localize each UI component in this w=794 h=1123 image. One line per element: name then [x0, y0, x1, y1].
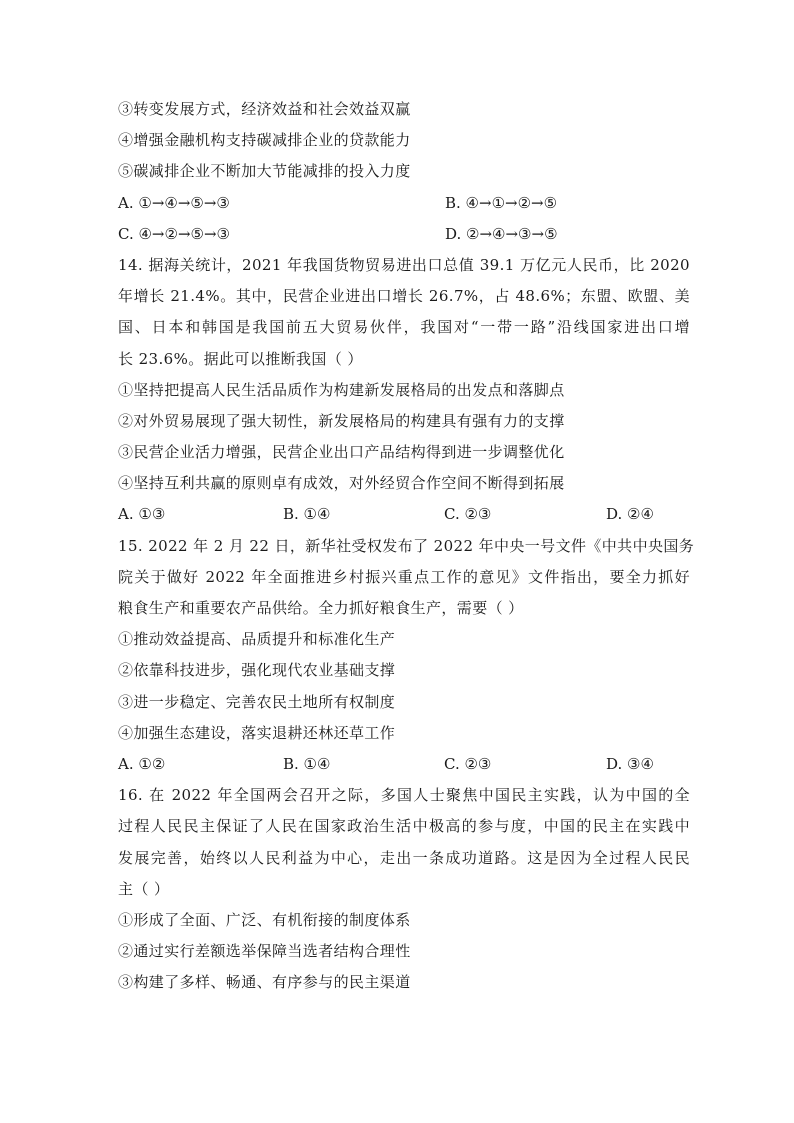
q13-option-b: B. ④→①→②→⑤: [445, 193, 558, 212]
q15-option-c: C. ②③: [444, 754, 492, 773]
q15-stem-line: 15. 2022 年 2 月 22 日，新华社受权发布了 2022 年中央一号文件《中共中央国务: [118, 536, 695, 555]
question-14: [118, 250, 690, 531]
q13-item-3: ③转变发展方式，经济效益和社会效益双赢: [118, 100, 411, 118]
q15-option-a: A. ①②: [118, 754, 166, 773]
q15-item-2: ②依靠科技进步，强化现代农业基础支撑: [118, 661, 396, 680]
exam-page: [118, 94, 695, 998]
q14-stem-line: 国、日本和韩国是我国前五大贸易伙伴，我国对“一带一路”沿线国家进出口增: [118, 318, 690, 337]
q14-stem-line: 长 23.6%。据此可以推断我国（ ）: [118, 349, 363, 368]
question-16: [118, 780, 690, 998]
q13-item-5: ⑤碳减排企业不断加大节能减排的投入力度: [118, 162, 411, 181]
q16-item-2: ②通过实行差额选举保障当选者结构合理性: [118, 942, 411, 961]
q14-option-d: D. ②④: [606, 505, 654, 524]
q14-item-1: ①坚持把提高人民生活品质作为构建新发展格局的出发点和落脚点: [118, 380, 565, 399]
q15-item-3: ③进一步稳定、完善农民土地所有权制度: [118, 692, 396, 711]
question-13: [118, 94, 690, 250]
q15-item-1: ①推动效益提高、品质提升和标准化生产: [118, 630, 396, 649]
q15-options: [118, 749, 690, 780]
q16-stem-line: 发展完善，始终以人民利益为中心，走出一条成功道路。这是因为全过程人民民: [118, 848, 690, 867]
q13-item-4: ④增强金融机构支持碳减排企业的贷款能力: [118, 131, 411, 150]
q16-stem-line: 过程人民民主保证了人民在国家政治生活中极高的参与度，中国的民主在实践中: [118, 817, 690, 836]
q14-item-4: ④坚持互利共赢的原则卓有成效，对外经贸合作空间不断得到拓展: [118, 474, 565, 493]
q16-stem-line: 主（ ）: [118, 879, 170, 898]
q15-option-b: B. ①④: [283, 754, 331, 773]
q14-option-b: B. ①④: [283, 505, 331, 524]
q14-option-c: C. ②③: [444, 505, 492, 524]
q14-option-a: A. ①③: [118, 505, 166, 524]
q13-options: [118, 188, 690, 219]
q16-item-1: ①形成了全面、广泛、有机衔接的制度体系: [118, 910, 411, 929]
q14-stem-line: 年增长 21.4%。其中，民营企业进出口增长 26.7%，占 48.6%；东盟、欧盟、美: [118, 287, 690, 306]
q14-options: [118, 499, 690, 530]
question-15: [118, 531, 695, 781]
q15-stem-line: 院关于做好 2022 年全面推进乡村振兴重点工作的意见》文件指出，要全力抓好: [118, 567, 690, 586]
q16-stem-line: 16. 在 2022 年全国两会召开之际，多国人士聚焦中国民主实践，认为中国的全: [118, 786, 690, 805]
q15-option-d: D. ③④: [606, 754, 654, 773]
q16-item-3: ③构建了多样、畅通、有序参与的民主渠道: [118, 973, 411, 992]
q13-option-c: C. ④→②→⑤→③: [118, 224, 230, 243]
q13-option-a: A. ①→④→⑤→③: [118, 193, 230, 212]
q13-options-row2: [118, 219, 690, 250]
q15-item-4: ④加强生态建设，落实退耕还林还草工作: [118, 723, 396, 742]
q14-stem-line: 14. 据海关统计，2021 年我国货物贸易进出口总值 39.1 万亿元人民币，比 2020: [118, 255, 690, 274]
q14-item-3: ③民营企业活力增强，民营企业出口产品结构得到进一步调整优化: [118, 443, 565, 462]
q14-item-2: ②对外贸易展现了强大韧性，新发展格局的构建具有强有力的支撑: [118, 411, 565, 430]
q13-option-d: D. ②→④→③→⑤: [445, 224, 558, 243]
q15-stem-line: 粮食生产和重要农产品供给。全力抓好粮食生产，需要（ ）: [118, 599, 524, 617]
